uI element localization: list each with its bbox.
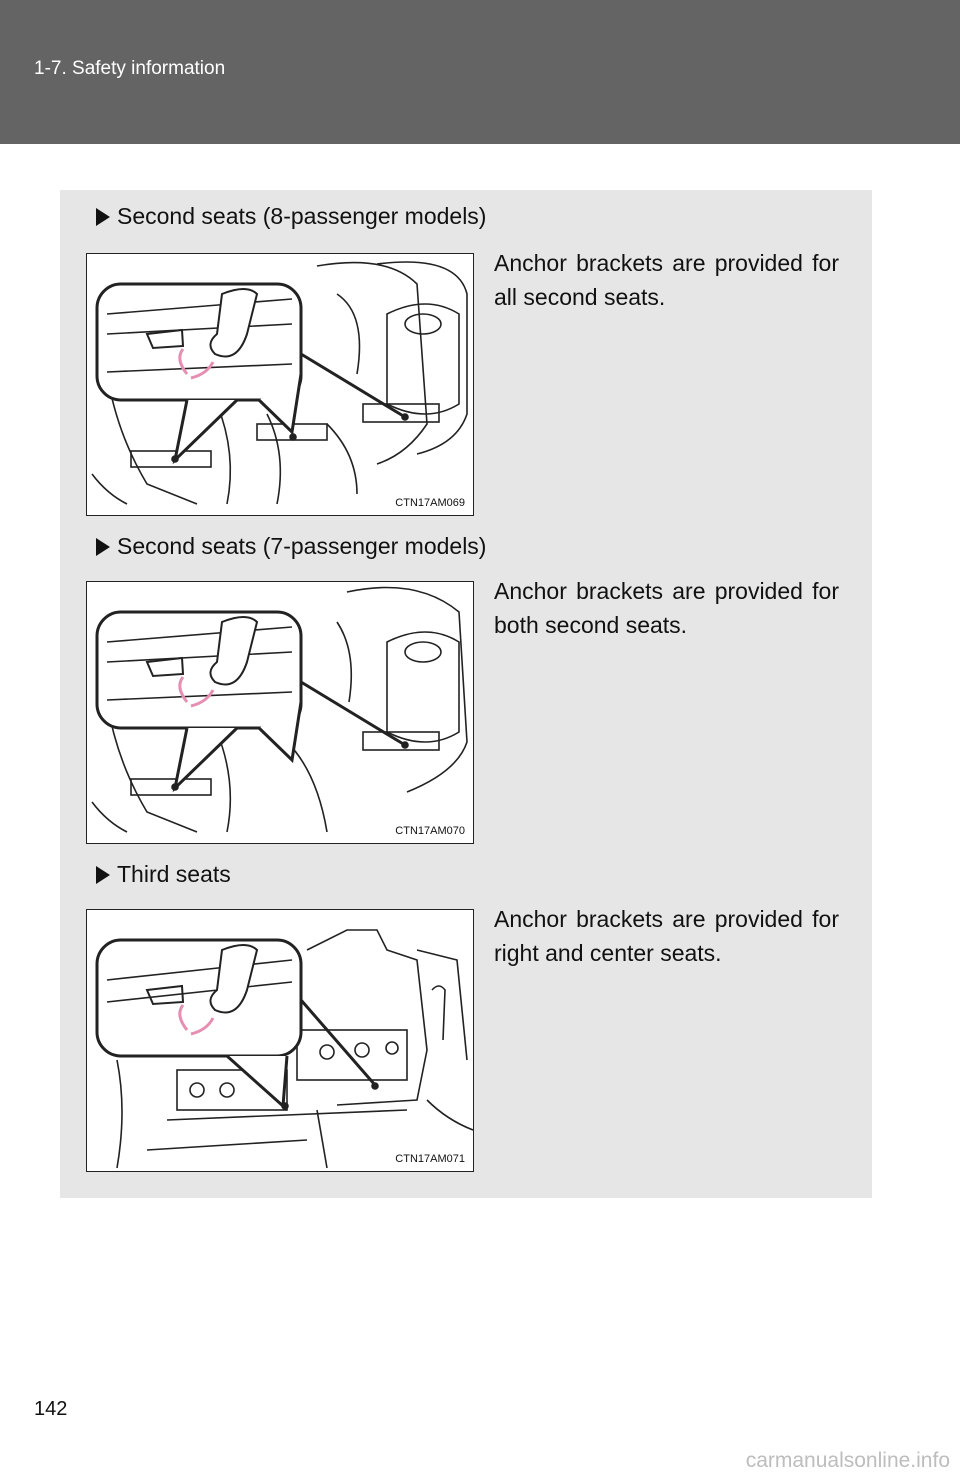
illustration-third-seats (86, 909, 474, 1172)
figure-code: CTN17AM071 (395, 1153, 465, 1165)
section-description: Anchor brackets are provided for all second seats. (494, 250, 839, 310)
heading-text: Second seats (7-passenger models) (117, 533, 487, 559)
section-heading-7-passenger (96, 533, 486, 560)
section-heading-8-passenger (96, 203, 486, 230)
heading-text: Third seats (117, 861, 231, 887)
section-description: Anchor brackets are provided for both second seats. (494, 578, 839, 638)
bullet-triangle-icon (96, 866, 110, 884)
bullet-triangle-icon (96, 538, 110, 556)
page-number: 142 (34, 1398, 68, 1420)
figure-code: CTN17AM069 (395, 497, 465, 509)
section-title: 1-7. Safety information (34, 58, 226, 79)
illustration-7-passenger (86, 581, 474, 844)
figure-code: CTN17AM070 (395, 825, 465, 837)
section-description: Anchor brackets are provided for right and center seats. (494, 906, 839, 966)
illustration-8-passenger (86, 253, 474, 516)
bullet-triangle-icon (96, 208, 110, 226)
section-heading-third-seats (96, 861, 231, 888)
watermark: carmanualsonline.info (745, 1449, 950, 1472)
heading-text: Second seats (8-passenger models) (117, 203, 487, 229)
page-header (0, 0, 960, 144)
